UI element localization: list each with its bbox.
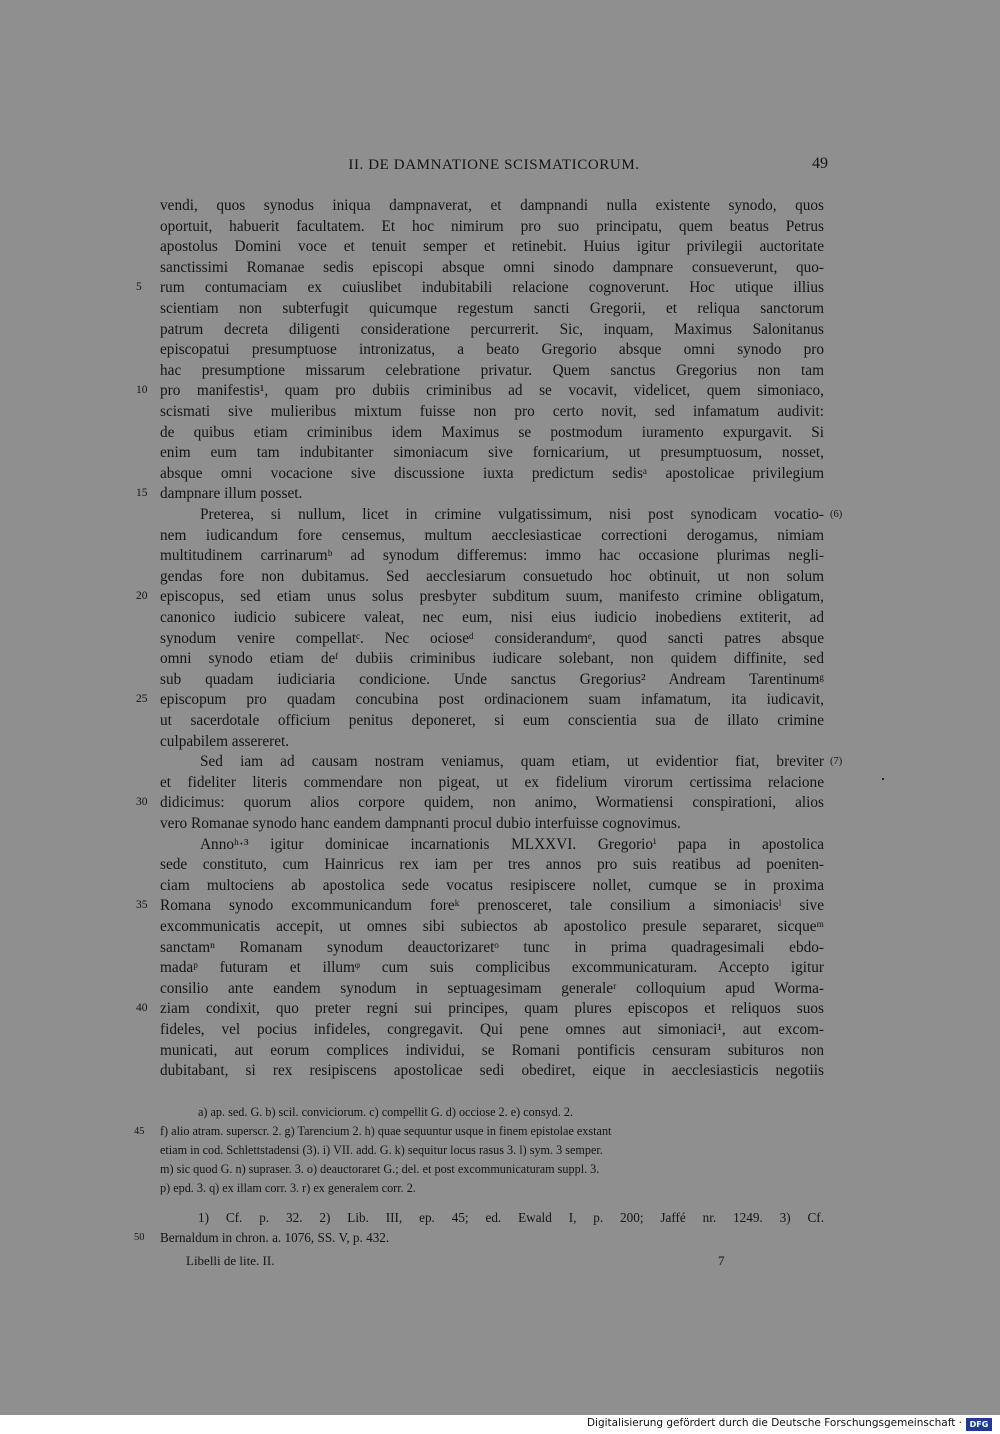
sheet-number: 7: [718, 1253, 725, 1268]
margin-reference: (6): [830, 509, 843, 520]
page-number: 49: [812, 155, 828, 172]
text-line: multitudinem carrinarumᵇ ad synodum differemus: immo hac occasione plurimas negli-: [160, 547, 824, 564]
text-line: hac presumptione missarum celebratione privatur. Quem sanctus Gregorius non tam: [160, 362, 824, 379]
text-line: Annoʰ·³ igitur dominicae incarnationis MLXXVI. Gregorioⁱ papa in apostolica: [200, 836, 824, 853]
text-line: excommunicatis accepit, ut omnes sibi subiectos ab apostolico presule separaret, sicqueᵐ: [160, 918, 824, 935]
text-line: sanctamⁿ Romanam synodum deauctorizaretᵒ tunc in prima quadragesimali ebdo-: [160, 939, 824, 956]
text-line: [160, 1081, 824, 1102]
footnote-line: a) ap. sed. G. b) scil. conviciorum. c) compellit G. d) occiose 2. e) consyd. 2.: [198, 1105, 573, 1119]
dfg-logo: DFG: [966, 1418, 992, 1431]
text-line: vendi, quos synodus iniqua dampnaverat, et dampnandi nulla existente synodo, quos: [160, 197, 824, 214]
line-number: 10: [136, 384, 148, 396]
text-line: patrum decreta diligenti consideratione percurrerit. Sic, inquam, Maximus Salonitanus: [160, 321, 824, 338]
text-line: absque omni vocacione sive discussione iuxta predictum sedisᵃ apostolicae privilegium: [160, 465, 824, 482]
text-line: de quibus etiam criminibus idem Maximus se postmodum iuramento expurgavit. Si: [160, 424, 824, 441]
text-line: scismati sive mulieribus mixtum fuisse non pro certo novit, sed infamatum audivit:: [160, 403, 824, 420]
line-number: 30: [136, 796, 148, 808]
text-line: sede constituto, cum Hainricus rex iam per tres annos pro suis reatibus ad poeniten-: [160, 856, 824, 873]
text-line: scientiam non subterfugit quicumque regestum sancti Gregorii, et reliqua sanctorum: [160, 300, 824, 317]
line-number: 45: [134, 1126, 145, 1137]
text-line: sanctissimi Romanae sedis episcopi absque omni sinodo dampnare consueverunt, quo-: [160, 259, 824, 276]
text-line: canonico iudicio subicere valeat, nec eum, nisi eius iudicio inobediens extiterit, ad: [160, 609, 824, 626]
text-line: et fideliter literis commendare non pigeat, ut ex fidelium virorum certissima relacione: [160, 774, 824, 791]
footnote-line: m) sic quod G. n) supraser. 3. o) deauctoraret G.; del. et post excommunicaturam suppl. 3.: [160, 1162, 600, 1176]
signature-mark: Libelli de lite. II.: [186, 1253, 275, 1268]
line-number: 40: [136, 1002, 148, 1014]
funding-text: Digitalisierung gefördert durch die Deutsche Forschungsgemeinschaft ·: [586, 1417, 962, 1429]
text-line: madaᵖ futuram et illumᵠ cum suis complicibus excommunicaturam. Accepto igitur: [160, 959, 824, 976]
text-line: vero Romanae synodo hanc eandem dampnanti procul dubio interfuisse cognovimus.: [160, 815, 681, 832]
footnote-line: f) alio atram. superscr. 2. g) Tarencium 2. h) quae sequuntur usque in finem epistolae exstant: [160, 1124, 612, 1138]
text-line: Romana synodo excommunicandum foreᵏ prenosceret, tale consilium a simoniacisˡ sive: [160, 897, 824, 914]
text-line: ut sacerdotale officium penitus deponeret, si eum conscientia sua de illato crimine: [160, 712, 824, 729]
text-line: episcopus, sed etiam unus solus presbyter subditum suum, manifesto crimine obligatum,: [160, 588, 824, 605]
text-line: dubitabant, si rex resipiscens apostolicae sedi obediret, eique in aecclesiasticis negotiis: [160, 1062, 824, 1079]
text-line: omni synodo etiam deᶠ dubiis criminibus iudicare solebant, non quidem diffinite, sed: [160, 650, 824, 667]
text-line: culpabilem assereret.: [160, 733, 290, 750]
text-line: Sed iam ad causam nostram veniamus, quam etiam, ut evidentior fiat, breviter: [200, 753, 824, 770]
text-line: dampnare illum posset.: [160, 485, 303, 502]
line-number: 15: [136, 487, 148, 499]
text-line: episcopatui presumptuose intronizatus, a beato Gregorio absque omni synodo pro: [160, 341, 824, 358]
text-line: gendas fore non dubitamus. Sed aecclesiarum consuetudo hoc obtinuit, ut non solum: [160, 568, 824, 585]
line-number: 25: [136, 693, 148, 705]
text-line: pro manifestis¹, quam pro dubiis criminibus ad se vocavit, videlicet, quem simoniaco,: [160, 382, 824, 399]
text-line: synodum venire compellatᶜ. Nec ocioseᵈ considerandumᵉ, quod sancti patres absque: [160, 630, 824, 647]
margin-reference: (7): [830, 756, 843, 767]
note-line: Bernaldum in chron. a. 1076, SS. V, p. 432.: [160, 1230, 390, 1245]
text-line: enim eum tam indubitanter simoniacum sive fornicarium, ut presumptuosum, nosset,: [160, 444, 824, 461]
text-line: oportuit, habuerit facultatem. Et hoc nimirum pro suo principatu, quem beatus Petrus: [160, 218, 824, 235]
speck: [882, 778, 884, 780]
text-line: municati, aut eorum complices individui, se Romani pontificis censuram subituros non: [160, 1042, 824, 1059]
page-header: [160, 154, 828, 178]
text-line: sub quadam iudiciaria condicione. Unde sanctus Gregorius² Andream Tarentinumᵍ: [160, 671, 824, 688]
note-line: 1) Cf. p. 32. 2) Lib. III, ep. 45; ed. Ewald I, p. 200; Jaffé nr. 1249. 3) Cf.: [198, 1210, 824, 1225]
text-line: nem iudicandum fore censemus, multum aecclesiasticae correctioni derogamus, nimiam: [160, 527, 824, 544]
line-number: 35: [136, 899, 148, 911]
text-line: fideles, vel pocius infideles, congregavit. Qui pene omnes aut simoniaci¹, aut excom-: [160, 1021, 824, 1038]
funding-footer: [0, 1415, 1000, 1434]
footnote-line: p) epd. 3. q) ex illam corr. 3. r) ex generalem corr. 2.: [160, 1181, 416, 1195]
line-number: 5: [136, 281, 142, 293]
text-line: didicimus: quorum alios corpore quidem, non animo, Wormatiensi conspirationi, alios: [160, 794, 824, 811]
text-line: Preterea, si nullum, licet in crimine vulgatissimum, nisi post synodicam vocatio-: [200, 506, 824, 523]
text-line: ziam condixit, quo preter regni sui principes, quam plures episcopos et reliquos suos: [160, 1000, 824, 1017]
footnote-line: etiam in cod. Schlettstadensi (3). i) VII. add. G. k) sequitur locus rasus 3. l) sym. 3 semper.: [160, 1143, 603, 1157]
text-line: ciam multociens ab apostolica sede vocatus resipiscere nollet, cumque se in proxima: [160, 877, 824, 894]
line-number: 20: [136, 590, 148, 602]
running-head: II. DE DAMNATIONE SCISMATICORUM.: [348, 157, 640, 173]
text-line: apostolus Domini voce et tenuit semper et retinebit. Huius igitur privilegii auctoritate: [160, 238, 824, 255]
line-number: 50: [134, 1232, 145, 1243]
text-line: consilio ante eandem synodum in septuagesimam generaleʳ colloquium apud Worma-: [160, 980, 824, 997]
text-line: rum contumaciam ex cuiuslibet indubitabili relacione cognoverunt. Hoc utique illius: [160, 279, 824, 296]
text-line: episcopum pro quadam concubina post ordinacionem suam infamatum, ita iudicavit,: [160, 691, 824, 708]
